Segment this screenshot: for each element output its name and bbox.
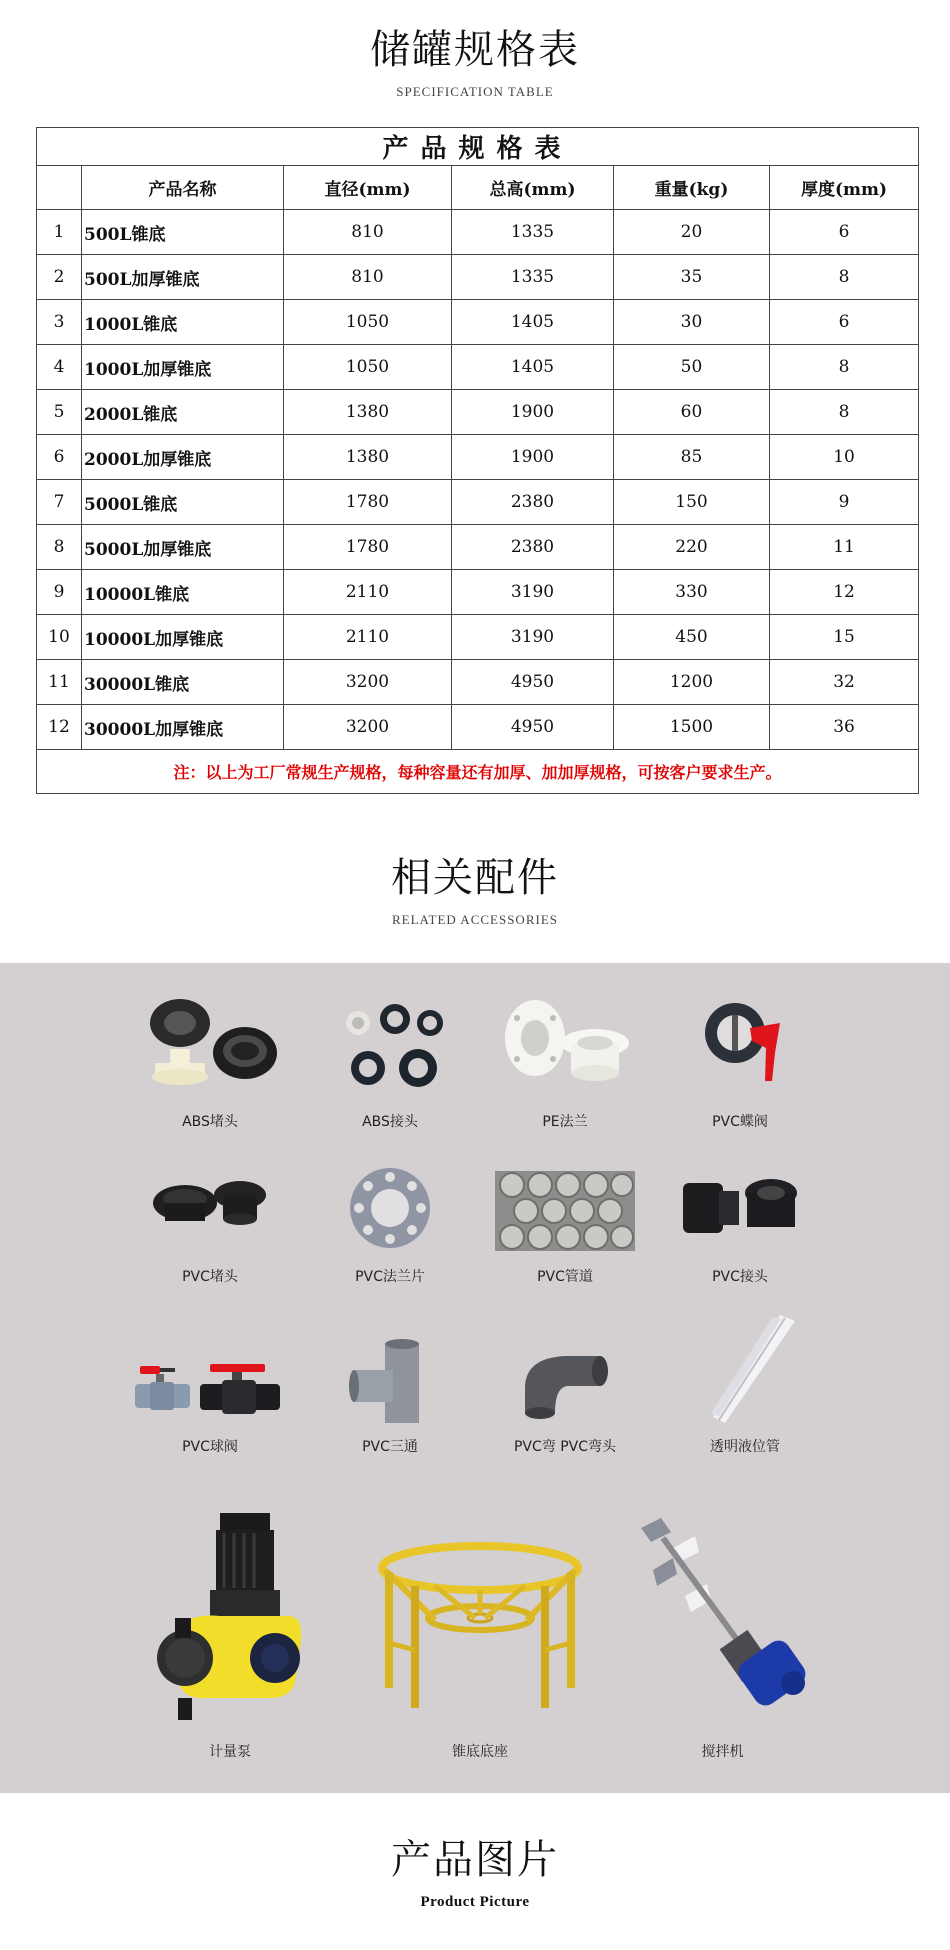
table-row (37, 660, 919, 705)
table-row (37, 435, 919, 480)
accessory-label: PVC三通 (362, 1439, 418, 1455)
table-header-row (37, 166, 919, 210)
picture-title-cn: 产品图片 (391, 1837, 559, 1883)
row-thickness: 8 (770, 255, 919, 300)
accessory-mixer[interactable] (630, 1508, 815, 1761)
row-index: 7 (37, 480, 82, 525)
row-diameter: 3200 (284, 705, 452, 750)
row-total-height: 3190 (452, 570, 614, 615)
pvc-pipe-icon (490, 1163, 640, 1258)
level-tube-icon (685, 1313, 805, 1428)
row-weight: 450 (614, 615, 770, 660)
row-diameter: 1780 (284, 480, 452, 525)
table-row (37, 300, 919, 345)
row-weight: 60 (614, 390, 770, 435)
accessory-label: 搅拌机 (701, 1744, 744, 1760)
accessory-pvc-pipe[interactable] (480, 1163, 650, 1286)
row-index: 8 (37, 525, 82, 570)
row-index: 5 (37, 390, 82, 435)
row-thickness: 10 (770, 435, 919, 480)
row-total-height: 1335 (452, 210, 614, 255)
row-weight: 150 (614, 480, 770, 525)
row-index: 9 (37, 570, 82, 615)
row-thickness: 6 (770, 210, 919, 255)
row-weight: 30 (614, 300, 770, 345)
row-total-height: 1405 (452, 300, 614, 345)
row-product-name: 500L锥底 (82, 210, 284, 255)
accessory-label: PVC球阀 (182, 1439, 238, 1455)
row-index: 2 (37, 255, 82, 300)
pvc-butterfly-valve-icon (680, 993, 800, 1103)
accessory-pvc-butterfly-valve[interactable] (660, 993, 820, 1131)
row-thickness: 11 (770, 525, 919, 570)
header-weight: 重量(kg) (614, 166, 770, 210)
row-diameter: 2110 (284, 570, 452, 615)
row-diameter: 2110 (284, 615, 452, 660)
row-total-height: 3190 (452, 615, 614, 660)
accessory-label: PVC接头 (712, 1269, 768, 1285)
table-row (37, 210, 919, 255)
mixer-icon (633, 1508, 813, 1733)
row-weight: 35 (614, 255, 770, 300)
spec-table (36, 127, 919, 794)
accessory-pvc-flange-plate[interactable] (315, 1163, 465, 1286)
row-diameter: 1780 (284, 525, 452, 570)
accessory-level-tube[interactable] (660, 1313, 830, 1456)
abs-joint-icon (330, 993, 450, 1103)
header-index (37, 166, 82, 210)
accessory-label: PVC管道 (537, 1269, 593, 1285)
row-diameter: 1380 (284, 390, 452, 435)
row-index: 3 (37, 300, 82, 345)
accessory-abs-plug[interactable] (120, 993, 300, 1131)
pvc-ball-valve-icon (130, 1338, 290, 1428)
row-thickness: 6 (770, 300, 919, 345)
row-index: 6 (37, 435, 82, 480)
accessory-label: ABS堵头 (182, 1114, 238, 1130)
row-total-height: 4950 (452, 660, 614, 705)
table-caption-row (37, 128, 919, 166)
row-product-name: 30000L锥底 (82, 660, 284, 705)
row-thickness: 8 (770, 390, 919, 435)
row-diameter: 810 (284, 255, 452, 300)
row-diameter: 1380 (284, 435, 452, 480)
accessory-cone-base-stand[interactable] (370, 1538, 590, 1761)
accessory-pvc-tee[interactable] (320, 1338, 460, 1456)
accessory-label: 计量泵 (209, 1744, 251, 1760)
accessories-panel (0, 963, 950, 1793)
row-thickness: 9 (770, 480, 919, 525)
pe-flange-icon (495, 993, 635, 1103)
row-thickness: 8 (770, 345, 919, 390)
row-thickness: 32 (770, 660, 919, 705)
row-diameter: 810 (284, 210, 452, 255)
accessory-pe-flange[interactable] (480, 993, 650, 1131)
pvc-joint-icon (675, 1163, 805, 1258)
header-diameter: 直径(mm) (284, 166, 452, 210)
header-thickness: 厚度(mm) (770, 166, 919, 210)
accessory-label: 透明液位管 (710, 1439, 780, 1455)
cone-base-stand-icon (375, 1538, 585, 1733)
row-thickness: 15 (770, 615, 919, 660)
picture-section-header (0, 1837, 950, 1911)
row-product-name: 10000L锥底 (82, 570, 284, 615)
row-product-name: 5000L锥底 (82, 480, 284, 525)
row-weight: 50 (614, 345, 770, 390)
row-total-height: 2380 (452, 525, 614, 570)
pvc-plug-icon (135, 1163, 285, 1258)
row-product-name: 5000L加厚锥底 (82, 525, 284, 570)
spec-title-cn: 储罐规格表 (370, 27, 580, 73)
row-index: 12 (37, 705, 82, 750)
table-row (37, 255, 919, 300)
metering-pump-icon (150, 1508, 310, 1733)
spec-section-header (0, 27, 950, 100)
row-product-name: 500L加厚锥底 (82, 255, 284, 300)
accessory-label: PVC堵头 (182, 1269, 238, 1285)
table-caption: 产品规格表 (37, 128, 919, 166)
accessory-abs-joint[interactable] (310, 993, 470, 1131)
row-thickness: 12 (770, 570, 919, 615)
accessory-metering-pump[interactable] (145, 1508, 315, 1761)
accessory-label: ABS接头 (362, 1114, 418, 1130)
accessory-pvc-ball-valve[interactable] (120, 1338, 300, 1456)
accessory-label: 锥底底座 (452, 1744, 508, 1760)
row-index: 11 (37, 660, 82, 705)
table-row (37, 525, 919, 570)
table-note-row (37, 750, 919, 794)
accessory-pvc-joint[interactable] (660, 1163, 820, 1286)
table-row (37, 705, 919, 750)
spec-table-body (37, 210, 919, 750)
table-row (37, 390, 919, 435)
row-total-height: 2380 (452, 480, 614, 525)
row-total-height: 4950 (452, 705, 614, 750)
header-product-name: 产品名称 (82, 166, 284, 210)
spec-table-container (36, 127, 918, 794)
pvc-tee-icon (345, 1338, 435, 1428)
accessory-label: PVC蝶阀 (712, 1114, 768, 1130)
accessories-title-en: RELATED ACCESSORIES (392, 912, 558, 927)
pvc-elbow-icon (505, 1338, 625, 1428)
row-product-name: 30000L加厚锥底 (82, 705, 284, 750)
row-diameter: 1050 (284, 345, 452, 390)
accessories-title-cn: 相关配件 (391, 855, 559, 901)
accessory-label: PVC弯 PVC弯头 (513, 1439, 617, 1455)
table-row (37, 615, 919, 660)
row-product-name: 1000L锥底 (82, 300, 284, 345)
table-note: 注：以上为工厂常规生产规格，每种容量还有加厚、加加厚规格，可按客户要求生产。 (37, 750, 919, 794)
spec-title-en: SPECIFICATION TABLE (396, 84, 554, 99)
row-product-name: 2000L锥底 (82, 390, 284, 435)
row-diameter: 1050 (284, 300, 452, 345)
row-weight: 330 (614, 570, 770, 615)
accessories-section-header (0, 855, 950, 928)
table-row (37, 570, 919, 615)
row-weight: 1500 (614, 705, 770, 750)
row-total-height: 1335 (452, 255, 614, 300)
row-diameter: 3200 (284, 660, 452, 705)
row-weight: 20 (614, 210, 770, 255)
accessory-pvc-elbow[interactable] (480, 1338, 650, 1456)
picture-title-en: Product Picture (420, 1894, 530, 1910)
accessory-label: PVC法兰片 (355, 1269, 425, 1285)
row-total-height: 1900 (452, 390, 614, 435)
row-index: 1 (37, 210, 82, 255)
row-product-name: 10000L加厚锥底 (82, 615, 284, 660)
row-weight: 1200 (614, 660, 770, 705)
abs-plug-icon (135, 993, 285, 1103)
header-total-height: 总高(mm) (452, 166, 614, 210)
pvc-flange-plate-icon (340, 1163, 440, 1258)
row-thickness: 36 (770, 705, 919, 750)
accessory-pvc-plug[interactable] (120, 1163, 300, 1286)
row-product-name: 1000L加厚锥底 (82, 345, 284, 390)
row-weight: 220 (614, 525, 770, 570)
accessory-label: PE法兰 (542, 1114, 588, 1130)
row-index: 10 (37, 615, 82, 660)
row-index: 4 (37, 345, 82, 390)
row-total-height: 1900 (452, 435, 614, 480)
row-product-name: 2000L加厚锥底 (82, 435, 284, 480)
row-total-height: 1405 (452, 345, 614, 390)
table-row (37, 345, 919, 390)
table-row (37, 480, 919, 525)
row-weight: 85 (614, 435, 770, 480)
